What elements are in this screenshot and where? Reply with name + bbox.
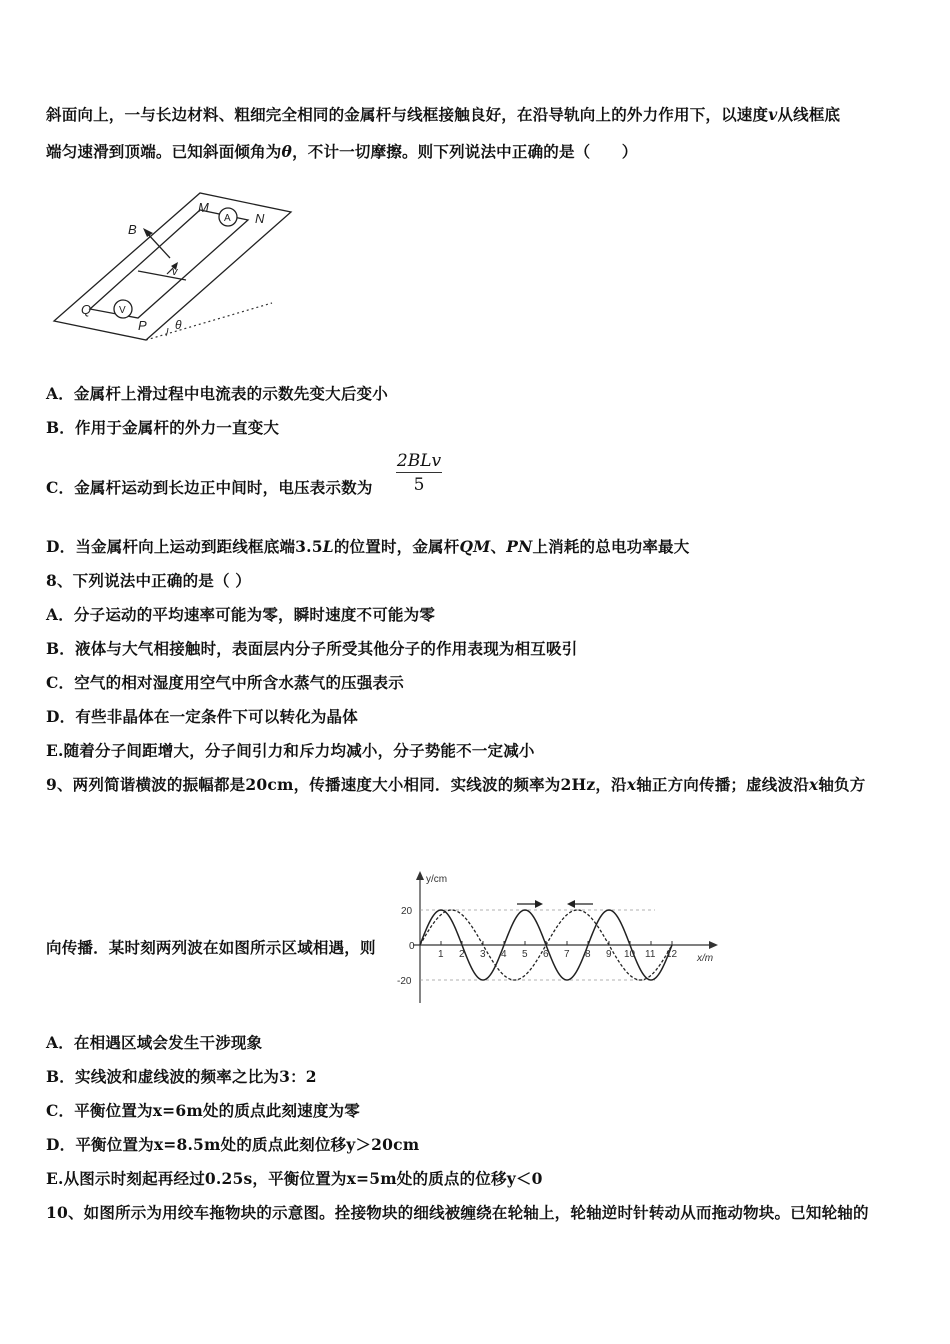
label-v: v	[172, 266, 178, 278]
label-B: B	[128, 222, 137, 237]
y-axis-label: y/cm	[426, 874, 448, 885]
q8-option-c: C．空气的相对湿度用空气中所含水蒸气的压强表示	[46, 673, 404, 692]
x-tick-label-11: 11	[645, 949, 656, 960]
x-tick-label-5: 5	[522, 949, 528, 960]
label-P: P	[138, 318, 147, 333]
q8-stem: 8、下列说法中正确的是（ ）	[46, 571, 251, 590]
ammeter-label: A	[224, 213, 231, 224]
q9-option-e: E.从图示时刻起再经过0.25s，平衡位置为x=5m处的质点的位移y＜0	[46, 1169, 543, 1188]
fraction-denominator: 5	[413, 475, 425, 495]
q8-option-b: B．液体与大气相接触时，表面层内分子所受其他分子的作用表现为相互吸引	[46, 639, 578, 658]
q9-option-d: D．平衡位置为x=8.5m处的质点此刻位移y＞20cm	[46, 1135, 420, 1154]
ground-line	[146, 303, 272, 340]
fraction-numerator: 2BLv	[396, 451, 442, 471]
x-axis-arrow	[709, 941, 718, 949]
conducting-frame	[90, 210, 248, 318]
y-tick-20: 20	[401, 906, 413, 917]
q7-option-a: A．金属杆上滑过程中电流表的示数先变大后变小	[46, 384, 388, 403]
x-tick-label-3: 3	[480, 949, 486, 960]
inclined-frame-figure	[50, 188, 300, 348]
x-tick-label-2: 2	[459, 949, 465, 960]
solid-wave-direction-arrow	[535, 900, 543, 908]
y-tick-neg20: -20	[397, 976, 412, 987]
q8-option-e: E.随着分子间距增大，分子间引力和斥力均减小，分子势能不一定减小	[46, 741, 535, 760]
q7-option-b: B．作用于金属杆的外力一直变大	[46, 418, 280, 437]
q7-option-c: C．金属杆运动到长边正中间时，电压表示数为	[46, 478, 373, 497]
q7-option-c-fraction	[396, 451, 442, 495]
wave-graph	[395, 868, 725, 1008]
q9-option-b: B．实线波和虚线波的频率之比为3：2	[46, 1067, 317, 1086]
x-tick-label-12: 12	[666, 949, 678, 960]
x-tick-label-4: 4	[501, 949, 507, 960]
x-tick-label-8: 8	[585, 949, 591, 960]
q7-stem-line2: 端匀速滑到顶端。已知斜面倾角为θ，不计一切摩擦。则下列说法中正确的是（ ）	[46, 142, 638, 161]
x-tick-label-1: 1	[438, 949, 444, 960]
metal-bar	[138, 271, 186, 280]
dashed-wave-direction-arrow	[567, 900, 575, 908]
label-Q: Q	[81, 302, 92, 317]
q8-option-d: D．有些非晶体在一定条件下可以转化为晶体	[46, 707, 358, 726]
x-tick-label-7: 7	[564, 949, 570, 960]
label-theta: θ	[175, 318, 182, 332]
label-M: M	[198, 200, 209, 215]
x-tick-label-9: 9	[606, 949, 612, 960]
q8-option-a: A．分子运动的平均速率可能为零，瞬时速度不可能为零	[46, 605, 436, 624]
voltmeter-label: V	[119, 305, 126, 316]
x-axis-label: x/m	[697, 953, 714, 964]
q7-option-d: D．当金属杆向上运动到距线框底端3.5L的位置时，金属杆QM、PN上消耗的总电功率最大	[46, 537, 690, 556]
q7-stem-line1: 斜面向上，一与长边材料、粗细完全相同的金属杆与线框接触良好，在沿导轨向上的外力作用下，以速度v从线框底	[46, 105, 841, 124]
y-axis-arrow	[416, 871, 424, 880]
q9-option-a: A．在相遇区域会发生干涉现象	[46, 1033, 263, 1052]
q9-stem-line2: 向传播．某时刻两列波在如图所示区域相遇，则	[46, 938, 376, 957]
q10-stem: 10、如图所示为用绞车拖物块的示意图。拴接物块的细线被缠绕在轮轴上，轮轴逆时针转动从而拖动物块。已知轮轴的	[46, 1203, 869, 1222]
q9-option-c: C．平衡位置为x=6m处的质点此刻速度为零	[46, 1101, 360, 1120]
y-tick-0: 0	[409, 941, 415, 952]
label-N: N	[255, 211, 265, 226]
x-tick-label-10: 10	[624, 949, 636, 960]
x-tick-label-6: 6	[543, 949, 549, 960]
q9-stem-line1: 9、两列简谐横波的振幅都是20cm，传播速度大小相同．实线波的频率为2Hz，沿x轴正方向传播；虚线波沿x轴负方	[46, 775, 866, 794]
